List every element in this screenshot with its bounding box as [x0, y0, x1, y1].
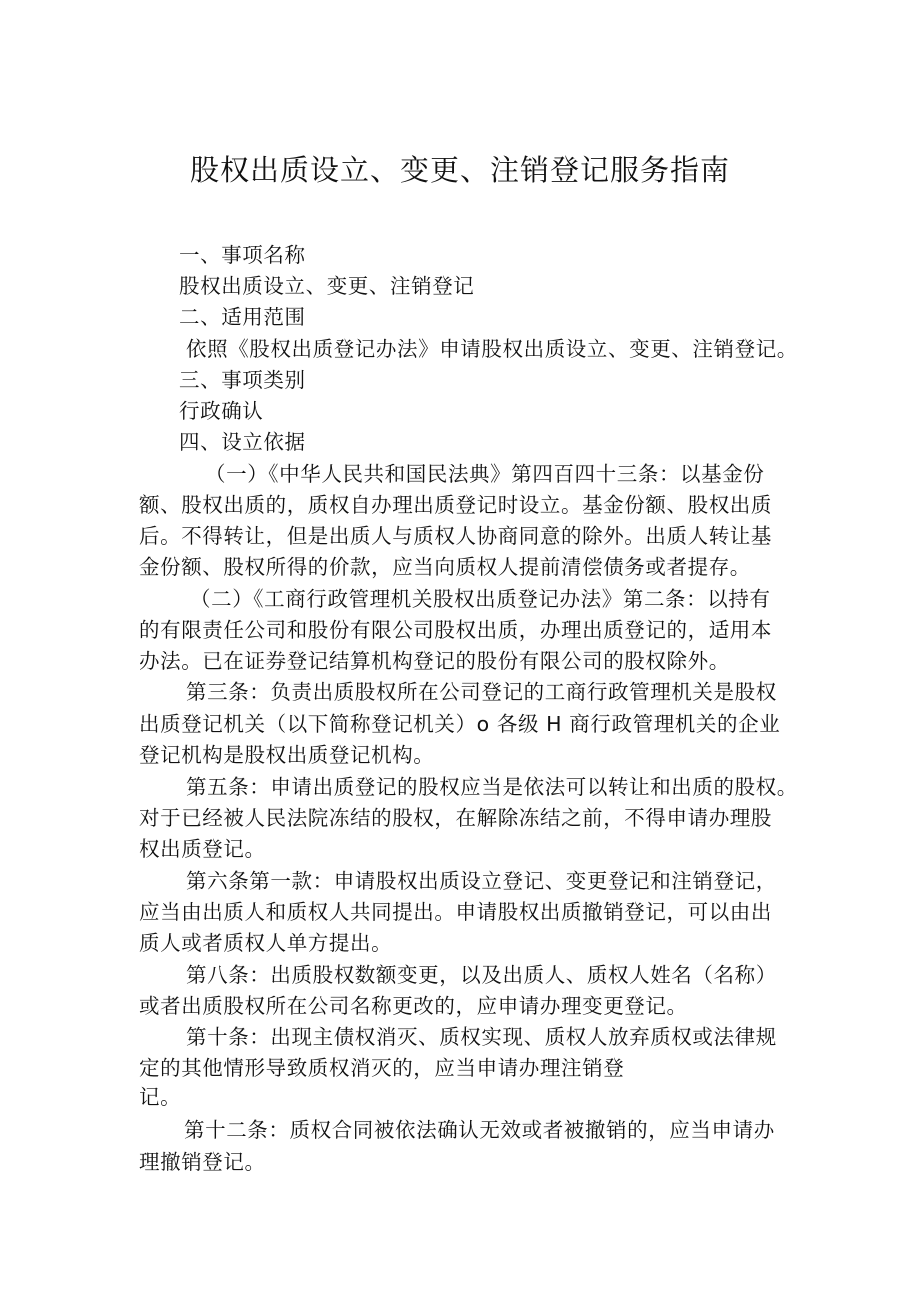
section-heading-category: 三、事项类别: [179, 368, 306, 392]
section-heading-basis: 四、设立依据: [179, 430, 306, 454]
section-content-category: 行政确认: [179, 399, 264, 423]
basis-line: 第六条第一款：申请股权出质设立登记、变更登记和注销登记，: [186, 869, 777, 893]
basis-line: 应当由出质人和质权人共同提出。申请股权出质撤销登记，可以由出: [139, 900, 772, 924]
basis-line: 第八条：出质股权数额变更，以及出质人、质权人姓名（名称）: [186, 963, 777, 987]
section-heading-item-name: 一、事项名称: [179, 243, 306, 267]
basis-line: 权出质登记。: [139, 837, 266, 861]
basis-line: 登记机构是股权出质登记机构。: [139, 743, 435, 767]
basis-line: 的有限责任公司和股份有限公司股权出质，办理出质登记的，适用本: [139, 618, 772, 642]
basis-line: （一）《中华人民共和国民法典》第四百四十三条：以基金份: [205, 462, 765, 486]
basis-line: 记。: [139, 1085, 182, 1109]
basis-line: 或者出质股权所在公司名称更改的，应申请办理变更登记。: [139, 994, 688, 1018]
basis-line: 质人或者质权人单方提出。: [139, 931, 393, 955]
basis-line: 第十条：出现主债权消灭、质权实现、质权人放弃质权或法律规: [186, 1025, 777, 1049]
basis-line: 定的其他情形导致质权消灭的，应当申请办理注销登: [139, 1056, 625, 1080]
basis-line: 对于已经被人民法院冻结的股权，在解除冻结之前，不得申请办理股: [139, 806, 772, 830]
basis-line: 金份额、股权所得的价款，应当向质权人提前清偿债务或者提存。: [139, 555, 751, 579]
basis-line: 理撤销登记。: [139, 1150, 266, 1174]
basis-line: 出质登记机关（以下简称登记机关）o 各级 H 商行政管理机关的企业: [139, 712, 781, 736]
document-title: 股权出质设立、变更、注销登记服务指南: [189, 153, 730, 187]
section-content-scope: 依照《股权出质登记办法》申请股权出质设立、变更、注销登记。: [186, 337, 798, 361]
basis-line: 第五条：申请出质登记的股权应当是依法可以转让和出质的股权。: [186, 775, 798, 799]
section-content-item-name: 股权出质设立、变更、注销登记: [179, 274, 475, 298]
basis-line: （二）《工商行政管理机关股权出质登记办法》第二条：以持有: [190, 587, 771, 611]
basis-line: 办法。已在证券登记结算机构登记的股份有限公司的股权除外。: [139, 649, 730, 673]
basis-line: 第三条：负责出质股权所在公司登记的工商行政管理机关是股权: [186, 680, 777, 704]
section-heading-scope: 二、适用范围: [179, 305, 306, 329]
basis-line: 后。不得转让，但是出质人与质权人协商同意的除外。出质人转让基: [139, 524, 772, 548]
basis-line: 第十二条：质权合同被依法确认无效或者被撤销的，应当申请办: [184, 1118, 775, 1142]
basis-line: 额、股权出质的，质权自办理出质登记时设立。基金份额、股权出质: [139, 493, 772, 517]
